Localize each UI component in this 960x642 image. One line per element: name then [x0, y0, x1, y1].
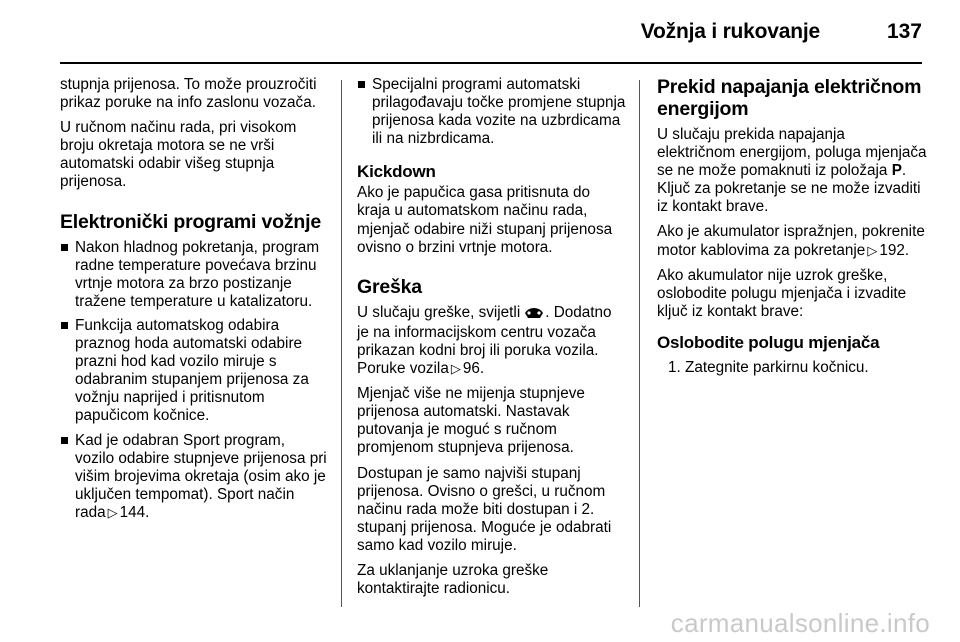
section-heading: Prekid napajanja električnom energijom [657, 76, 922, 120]
triangle-right-icon: ▷ [867, 242, 878, 258]
paragraph-text: Ako je akumulator ispražnjen, pokrenite motor kablovima za pokretanje [657, 223, 925, 259]
paragraph: stupnja prijenosa. To može prouzročiti prikaz poruke na info zaslonu vozača. [60, 76, 317, 112]
page-reference: 144. [119, 503, 150, 521]
paragraph: Ako akumulator nije uzrok greške, oslobodite polugu mjenjača i izvadite ključ iz kontakt brave: [657, 266, 907, 320]
list-item: Funkcija automatskog odabira praznog hoda automatski odabire prazni hod kad vozilo miruje s odabranim stupanjem prijenosa za vožnju naprijed i pritisnutom papučicom kočnice. [60, 317, 328, 426]
paragraph: Ako je papučica gasa pritisnuta do kraja u automatskom načinu rada, mjenjač odabire niži stupanj prijenosa ovisno o brzini vrtnje motora. [357, 184, 613, 256]
subsection-heading: Kickdown [357, 162, 436, 182]
column-2 [357, 76, 627, 605]
paragraph: Mjenjač više ne mijenja stupnjeve prijenosa automatski. Nastavak putovanja je moguć s ručnom promjenom stupnjeva prijenosa. [357, 385, 585, 457]
paragraph: U ručnom načinu rada, pri visokom broju okretaja motora se ne vrši automatski odabir višeg stupnja prijenosa. [60, 119, 297, 191]
list-item [60, 432, 328, 522]
paragraph-text: . Dodatno je na informacijskom centru vozača prikazan kodni broj ili poruka vozila. Poruke vozila [357, 303, 612, 378]
page-reference: 96. [462, 360, 485, 378]
list-item: Nakon hladnog pokretanja, program radne temperature povećava brzinu vrtnje motora za brzo postizanje tražene temperature u katalizatoru. [60, 239, 328, 311]
paragraph-text: U slučaju greške, svijetli [357, 303, 521, 321]
column-divider-2 [639, 80, 640, 607]
bullet-list [60, 239, 328, 522]
paragraph: Za uklanjanje uzroka greške kontaktirajte radionicu. [357, 561, 549, 598]
paragraph-text: U slučaju prekida napajanja električnom energijom, poluga mjenjača se ne može pomaknuti iz položaja [657, 126, 927, 180]
page-number: 137 [886, 20, 922, 43]
subsection-heading: Oslobodite polugu mjenjača [657, 332, 880, 352]
bullet-list [357, 76, 627, 148]
header-divider [60, 62, 922, 64]
watermark: carmanualsonline.info [670, 608, 930, 638]
paragraph: Dostupan je samo najviši stupanj prijenosa. Ovisno o grešci, u ručnom načinu rada može biti dostupan i 2. stupanj prijenosa. Moguće je odabrati samo kad vozilo miruje. [357, 464, 612, 554]
section-heading: Greška [357, 275, 422, 298]
column-divider-1 [341, 80, 342, 607]
paragraph-text: . Ključ za pokretanje se ne može izvaditi iz kontakt brave. [657, 162, 921, 216]
list-item: Specijalni programi automatski prilagođavaju točke promjene stupnja prijenosa kada vozite na uzbrdicama ili na nizbrdicama. [357, 76, 627, 148]
column-1 [60, 76, 328, 528]
paragraph [357, 304, 627, 378]
numbered-step: 1. Zategnite parkirnu kočnicu. [668, 358, 869, 376]
paragraph [657, 126, 927, 216]
gear-position-label: P [891, 162, 902, 180]
section-heading: Elektronički programi vožnje [60, 210, 321, 233]
paragraph [657, 223, 927, 259]
triangle-right-icon: ▷ [107, 504, 118, 520]
car-gear-warning-icon [523, 306, 545, 324]
page-reference: 192. [879, 241, 910, 259]
column-3 [657, 76, 927, 377]
triangle-right-icon: ▷ [450, 361, 461, 377]
page-header-title: Vožnja i rukovanje [640, 20, 820, 43]
list-item-text: Kad je odabran Sport program, vozilo odabire stupnjeve prijenosa pri višim brojevima okretaja (osim ako je uključen tempomat). Sport način rada [75, 431, 327, 521]
